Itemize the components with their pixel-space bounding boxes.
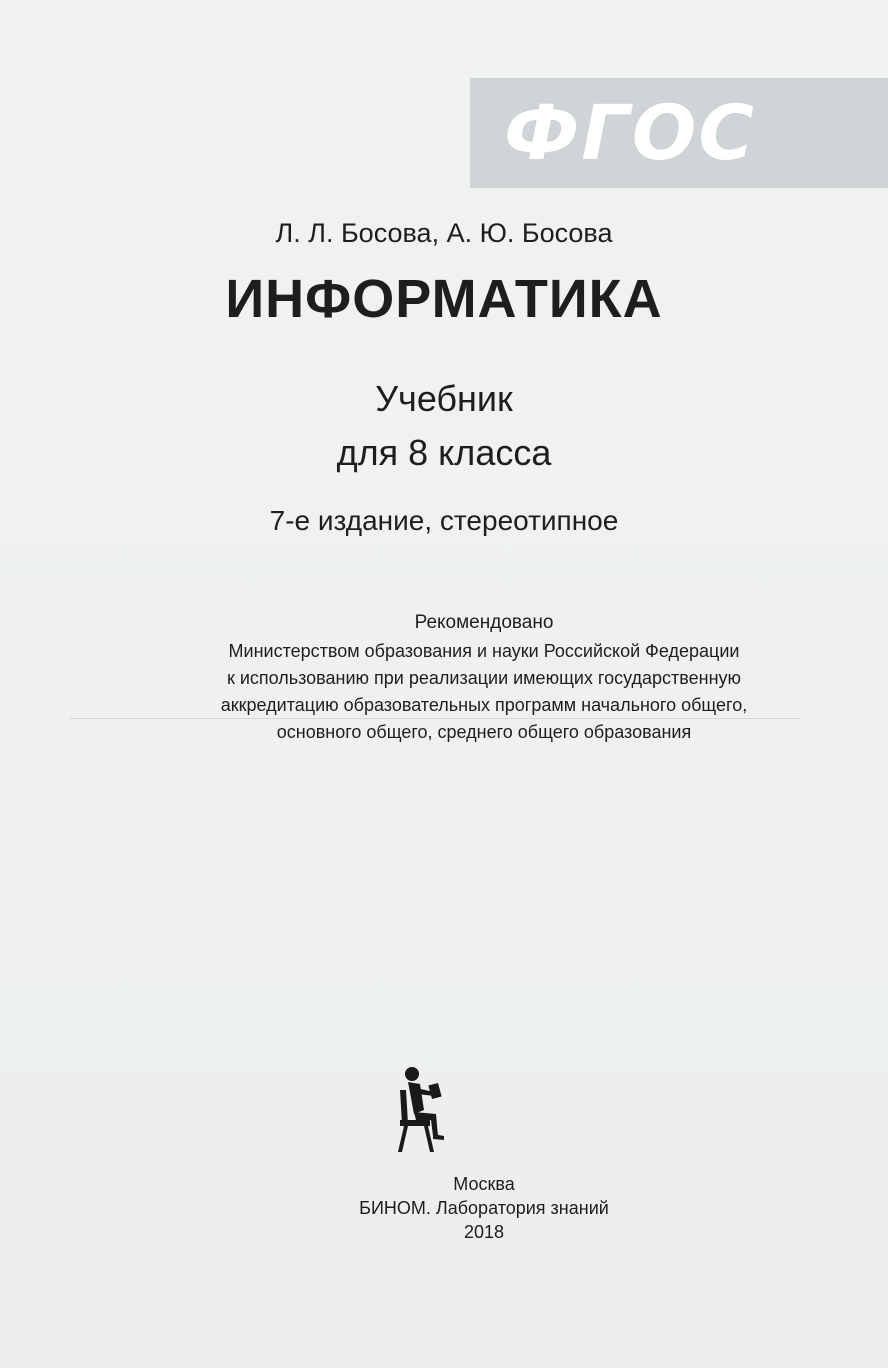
recommendation-text (40, 638, 888, 746)
bleed-rule (70, 718, 800, 719)
fgos-badge: ФГОС (503, 87, 757, 177)
recommendation-line: аккредитацию образовательных программ начального общего, (220, 695, 748, 715)
recommendation-line: Министерством образования и науки Российской Федерации (228, 641, 740, 661)
recommendation-heading: Рекомендовано (414, 612, 554, 633)
authors: Л. Л. Босова, А. Ю. Босова (275, 218, 613, 248)
publisher-city: Москва (453, 1174, 515, 1194)
reader-on-chair-icon (390, 1062, 462, 1154)
book-subtitle: Учебник (375, 378, 513, 419)
grade-label: для 8 класса (336, 432, 552, 473)
recommendation-line: основного общего, среднего общего образования (276, 722, 692, 742)
book-title: ИНФОРМАТИКА (225, 269, 663, 329)
publisher-name: БИНОМ. Лаборатория знаний (359, 1198, 609, 1218)
publication-year: 2018 (463, 1222, 505, 1242)
edition-label: 7-е издание, стереотипное (269, 505, 619, 536)
recommendation-line: к использованию при реализации имеющих государственную (226, 668, 742, 688)
